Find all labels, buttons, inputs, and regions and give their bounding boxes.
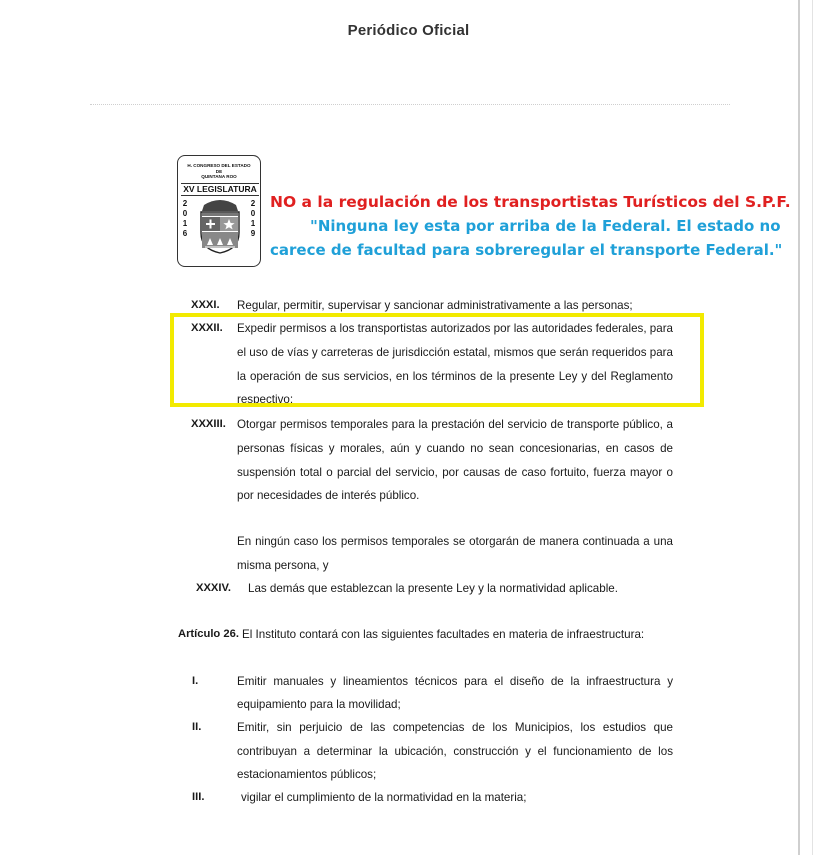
seal-year-digit: 1 — [182, 219, 188, 228]
article-26-item-line: estacionamientos públicos; — [237, 768, 377, 781]
article-26-item-line: Emitir, sin perjuicio de las competencias de los Municipios, los estudios que — [237, 721, 673, 734]
seal-year-digit: 6 — [182, 229, 188, 238]
seal-line-2: DE — [215, 168, 223, 174]
article-26-item-line: equipamiento para la movilidad; — [237, 698, 401, 711]
seal-year-digit: 1 — [250, 219, 256, 228]
item-text-xxxii-line: Expedir permisos a los transportistas autorizados por las autoridades federales, para — [237, 322, 673, 335]
item-text-xxxiv: Las demás que establezcan la presente Ley y la normatividad aplicable. — [248, 582, 618, 595]
coat-of-arms-icon — [192, 197, 248, 255]
item-text-xxxiii-line: por necesidades de interés público. — [237, 489, 420, 502]
item-text-xxxiii-line: suspensión total o parcial del servicio, por causas de caso fortuito, fuerza mayor o — [237, 466, 673, 479]
page-title: Periódico Oficial — [347, 22, 470, 39]
congress-seal — [177, 155, 261, 267]
page-edge-shadow — [812, 0, 813, 855]
seal-line-1: H. CONGRESO DEL ESTADO — [187, 163, 251, 168]
item-text-xxxii-line: la operación de sus servicios, en los términos de la presente Ley y del Reglamento — [237, 370, 673, 383]
item-text-xxxiii-line: Otorgar permisos temporales para la prestación del servicio de transporte público, a — [237, 418, 673, 431]
seal-year-digit: 2 — [182, 199, 188, 208]
item-text-xxxii-line: respectivo; — [237, 393, 294, 406]
seal-years-left — [181, 199, 189, 239]
article-26-item-number: III. — [192, 791, 205, 803]
seal-line-3: QUINTANA ROO — [201, 174, 237, 179]
highlight-box — [170, 313, 704, 407]
article-26-label: Artículo 26. — [178, 628, 239, 640]
item-text-xxxii-line: el uso de vías y carreteras de jurisdicción estatal, mismos que serán requeridos para — [237, 346, 673, 359]
seal-years-right — [249, 199, 257, 239]
callout-red-text: NO a la regulación de los transportistas Turísticos del S.P.F. — [270, 193, 791, 211]
seal-heading — [178, 163, 260, 180]
item-number-xxxiv: XXXIV. — [196, 582, 232, 594]
article-26-item-number: II. — [192, 721, 202, 733]
article-26-item-line: vigilar el cumplimiento de la normatividad en la materia; — [241, 791, 527, 804]
callout-blue-text-1: "Ninguna ley esta por arriba de la Federal. El estado no — [310, 217, 781, 235]
item-text-xxxiii-p2-line: En ningún caso los permisos temporales se otorgarán de manera continuada a una — [237, 535, 673, 548]
callout-blue-text-2: carece de facultad para sobreregular el transporte Federal." — [270, 241, 783, 259]
article-26-intro: El Instituto contará con las siguientes facultades en materia de infraestructura: — [242, 628, 645, 641]
scan-artifact-line — [90, 104, 730, 106]
seal-year-digit: 9 — [250, 229, 256, 238]
seal-year-digit: 0 — [250, 209, 256, 218]
item-text-xxxiii-line: personas físicas y morales, aún y cuando no sean concesionarias, en casos de — [237, 442, 673, 455]
article-26-item-line: Emitir manuales y lineamientos técnicos para el diseño de la infraestructura y — [237, 675, 673, 688]
item-text-xxxi: Regular, permitir, supervisar y sancionar administrativamente a las personas; — [237, 299, 633, 312]
page-edge — [798, 0, 800, 855]
seal-legislature: XV LEGISLATURA — [181, 183, 259, 196]
item-number-xxxi: XXXI. — [191, 299, 220, 311]
item-number-xxxiii: XXXIII. — [191, 418, 226, 430]
seal-year-digit: 0 — [182, 209, 188, 218]
article-26-item-number: I. — [192, 675, 199, 687]
seal-year-digit: 2 — [250, 199, 256, 208]
item-text-xxxiii-p2-line: misma persona, y — [237, 559, 329, 572]
article-26-item-line: contribuyan a determinar la ubicación, construcción y el funcionamiento de los — [237, 745, 673, 758]
item-number-xxxii: XXXII. — [191, 322, 223, 334]
